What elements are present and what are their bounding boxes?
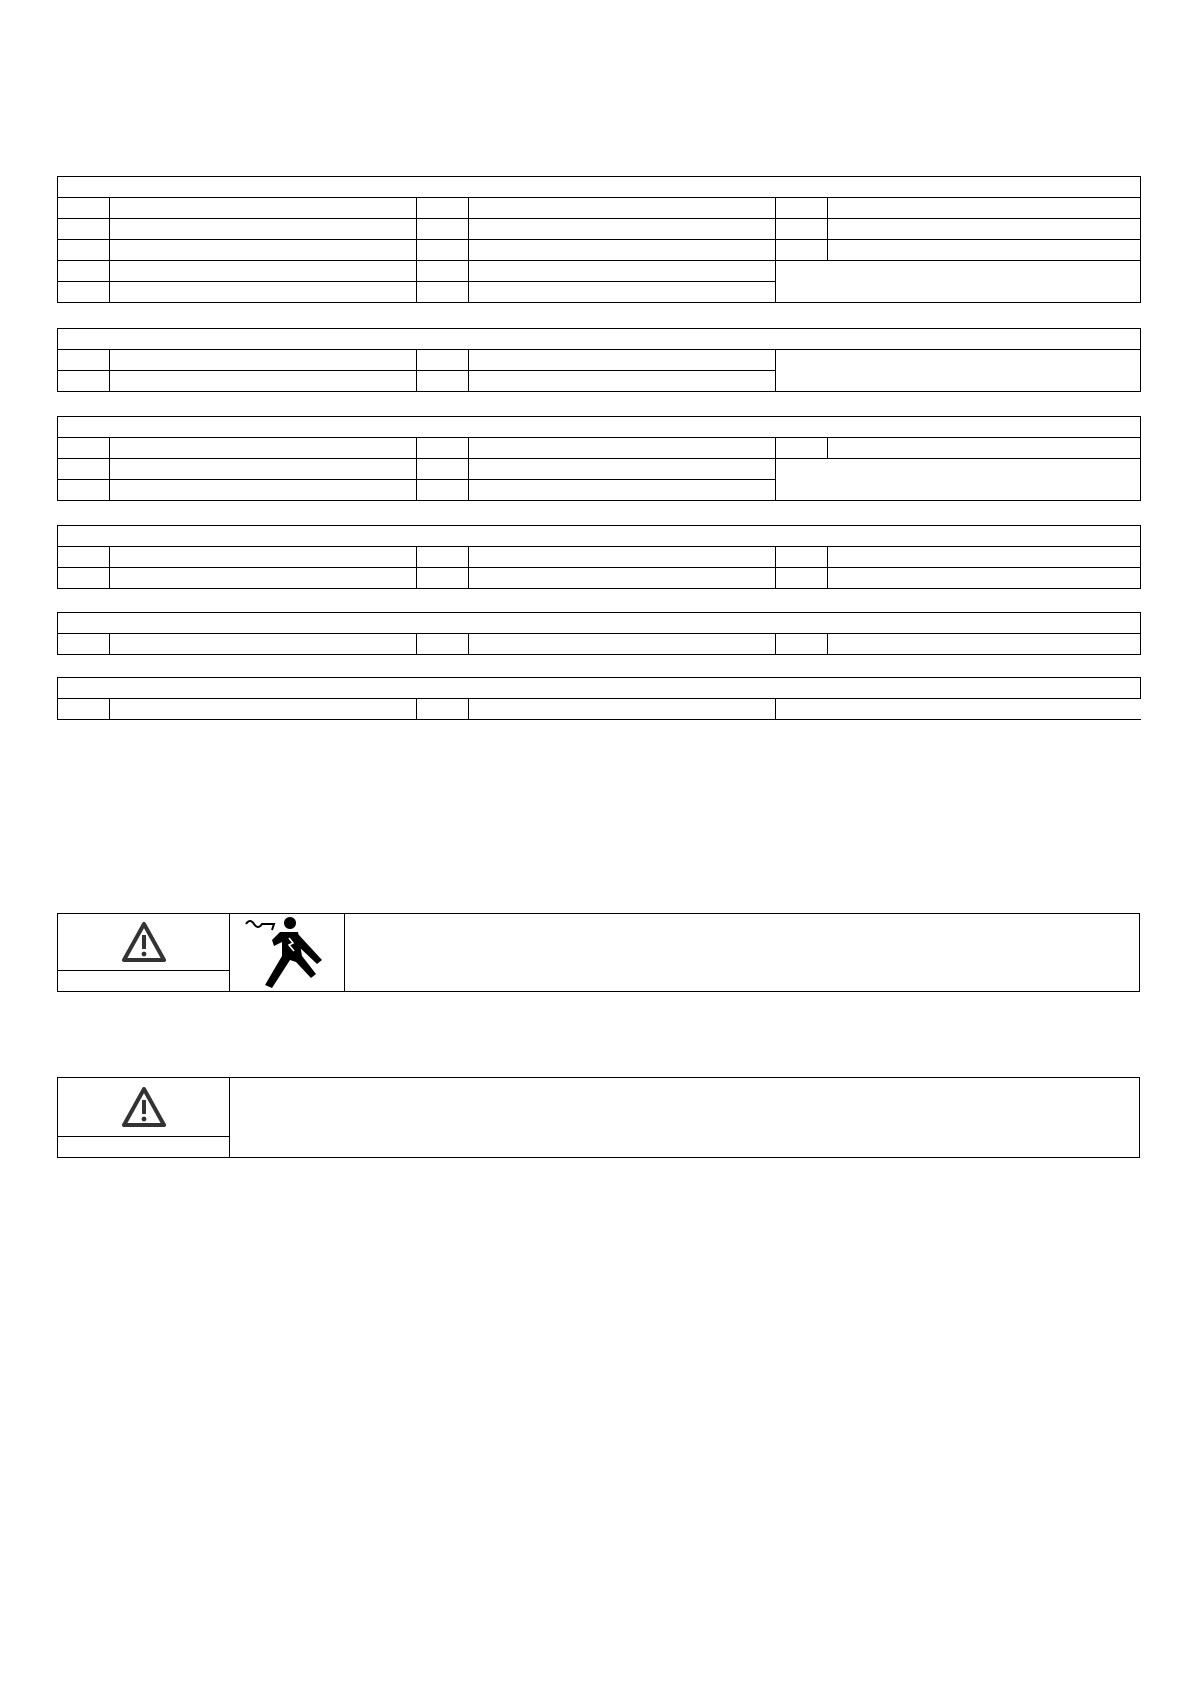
warning-signal-word-cell [58,1136,229,1157]
table-row [58,459,1141,480]
table-row [58,240,1141,261]
spec-table-5 [57,612,1141,655]
warning-symbol-cell [58,1078,230,1157]
spec-table-6 [57,677,1141,720]
warning-triangle-icon [122,1087,166,1127]
table-row [58,438,1141,459]
table-5-header [58,613,1141,634]
general-warning-text [230,1078,1139,1157]
table-row [58,699,1141,720]
warning-triangle-icon [122,922,166,962]
table-row [58,261,1141,282]
shock-warning-text [345,914,1139,991]
general-warning-box [57,1077,1140,1158]
table-row [58,350,1141,371]
table-row [58,568,1141,589]
pictogram-cell [230,914,345,991]
electric-shock-icon [242,916,332,990]
warning-symbol-cell [58,914,230,991]
table-row [58,198,1141,219]
spec-table-1 [57,176,1141,303]
spec-table-2 [57,328,1141,392]
table-1-header [58,177,1141,198]
table-6-header [58,678,1141,699]
spec-table-3 [57,416,1141,501]
table-row [58,547,1141,568]
table-row [58,634,1141,655]
table-4-header [58,526,1141,547]
table-row [58,219,1141,240]
spec-table-4 [57,525,1141,589]
table-2-header [58,329,1141,350]
shock-warning-box [57,913,1140,992]
table-3-header [58,417,1141,438]
warning-signal-word-cell [58,970,229,991]
